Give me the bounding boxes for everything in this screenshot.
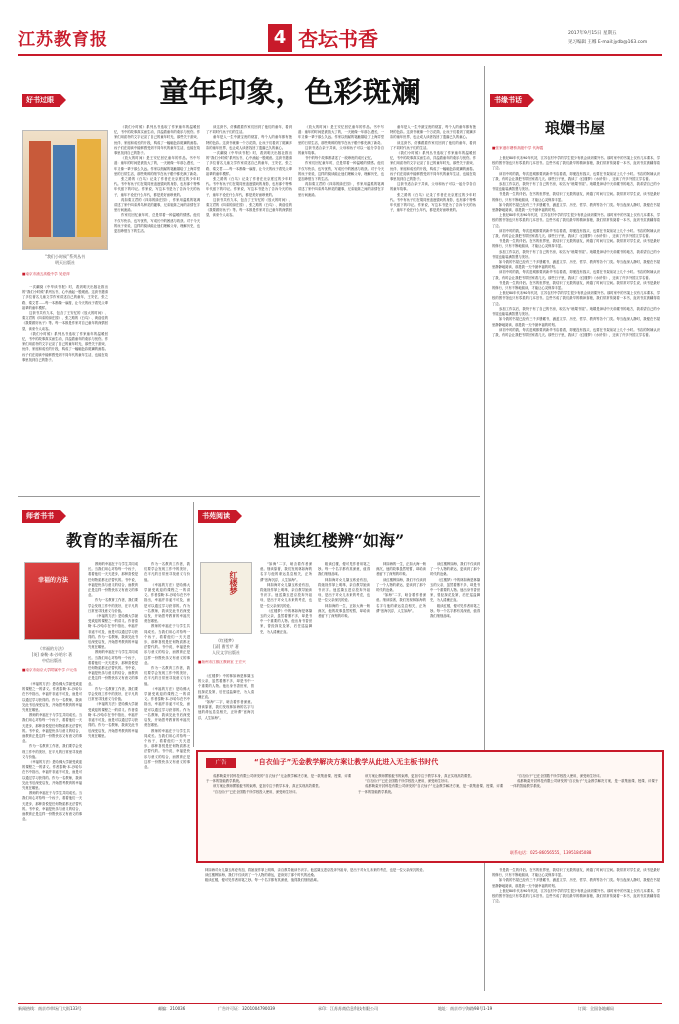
paragraph: 《放大的时间》是王安忆回忆童年的作品。书中写道：童年的时间是被放大了的，一天就像一年那么漫长，一年又像一辈子那么久远。作家以细腻的笔触描绘了上海弄堂里的日常生活，那些琐碎的细节在孩子眼中都充满了新奇。 (298, 125, 384, 145)
paragraph: 童年是人一生中最宝贵的财富，每个人的童年都有独特的色彩。这套书就像一个万花筒，让孩子们看到了斑斓多彩的童年世界，也让成人读者找回了遗落已久的童心。 (390, 125, 476, 140)
paragraph: 读初中时的我，每次进城都要到新华书店看看，即便没有钱买，也要在书架前站上几个小时。书店的阿姨认识了我，有时会让我把书带回家看几天。那些日子里，我读了《红楼梦》《水浒传》，还读了许多外国文学名著。 (492, 228, 660, 239)
paragraph: 读这套书，仿佛跟着作家们回到了他们的童年，看到了不同时代孩子们的生活。 (390, 140, 476, 150)
paragraph: 书是我一生的伴侣。在书的世界里，我结识了无数的朋友，跨越了时间与空间。我常常对学生说，读书是最好的修行，只有不断地阅读，才能让心灵保持丰盈。 (492, 280, 660, 291)
byline-top-left: ■南京市浦五高级中学 吴爱萍 (22, 272, 70, 276)
paragraph: 教师的幸福在于与学生共同成长。当我们用心对待每一个孩子，看着他们一天天进步，那种喜悦是任何物质都无法替代的。书中说，幸福是快乐与意义的结合，而教育正是这样一份既快乐又有意义的事业。 (88, 562, 138, 598)
paragraph: 作家们回忆童年时，总是带着一种温暖的情感。他们不仅写快乐，也写忧伤，写成长中的困惑与收获。对于今天的孩子来说，这样的阅读能让他们理解父母，理解历史，也更加珍惜当下的生活。 (298, 161, 384, 182)
byline-mid-left: ■南京市南京大学附属中学 卢元伟 (22, 668, 77, 672)
paragraph: 参加工作以后，我终于有了自己的书房，取名为“琅嬛书屋”。琅嬛是神话中天帝藏书的地方，我希望自己的小书屋也能装满智慧与美好。 (492, 249, 660, 259)
paragraph: 读初中时的我，每次进城都要到新华书店看看，即便没有钱买，也要在书架前站上几个小时。书店的阿姨认识了我，有时会让我把书带回家看几天。那些日子里，我读了《红楼梦》《水浒传》，还读了许多外国文学名著。 (492, 270, 660, 280)
footer (18, 1003, 662, 1013)
paragraph: 作家们回忆童年时，总是带着一种温暖的情感。他们不仅写快乐，也写忧伤，写成长中的困惑与收获。对于今天的孩子来说，这样的阅读能让他们理解父母，理解历史，也更加珍惜当下的生活。 (114, 213, 200, 234)
paragraph: 《幸福的方法》是哈佛大学最受欢迎的课程之一的讲义。作者泰勒·本-沙哈尔在书中指出，幸福并非遥不可及，而是可以通过学习获得的。作为一名教师，我读完此书后深受启发，开始思考教育的幸福究竟在哪里。 (22, 760, 82, 791)
paragraph: “如海”二字，暗含着作者深意。细读原著，我们发现林如海的名字与他的命运息息相关，正所谓“宦海沉浮，人生如海”。 (198, 700, 254, 720)
ad-column-3 (510, 774, 658, 848)
paragraph: 《放大的时间》是王安忆回忆童年的作品。书中写道：童年的时间是被放大了的，一天就像一年那么漫长，一年又像一辈子那么久远。作家以细腻的笔触描绘了上海弄堂里的日常生活，那些琐碎的细节在孩子眼中都充满了新奇。 (114, 156, 200, 176)
paragraph: 如今我的书屋已经有三千多册藏书，涵盖文学、历史、哲学、教育等各个门类。每当夜深人静时，我便在书屋里静静地阅读，那是我一天中最幸福的时刻。 (492, 202, 660, 213)
column-top-left (22, 285, 108, 490)
paragraph: 《我们小时候》系列丛书选取了作家童年的温暖回忆，书中的故事真实而生动，洋溢着童年的欢乐与忧伤。作家们用质朴的文字记录了自己的童年时光，那些关于游戏、伙伴、家庭和成长的片段，构成了一幅幅色彩斑斓的画卷。孩子们在阅读中能够感受到不同年代的童年生活，也能在故事里找到自己的影子。 (114, 125, 200, 156)
date-line: 2017年9月15日 星期五 (568, 31, 617, 36)
paragraph: 《红楼梦》中的林如海是林黛玉的父亲，虽然着墨不多，却是书中一个重要的人物。他出身书香世家，曾经探花及第，后任巡盐御史，为人清廉正直。 (260, 608, 312, 634)
headline-mid-center: 粗读红楼辨“如海” (273, 531, 405, 550)
headline-right: 琅嬛书屋 (544, 119, 605, 137)
paragraph: 再如秦文君的《四弟的绿庄园》，作家用温柔的笔调讲述了家中四弟养鸟种花的趣事，兄弟姐妹之间的亲情在字里行间流淌。 (298, 182, 384, 197)
paragraph: 林如海对女儿黛玉疼爱有加，将她视作掌上明珠，亲自教导她读书识字。他送黛玉进京投奔外祖母，是出于对女儿未来的考虑，也是一位父亲深沉的爱。 (260, 582, 312, 608)
paragraph: 该方案让教师摆脱板书的束缚，更加专注于教学本身，真正实现高效课堂。 (213, 784, 322, 789)
book-series-photo (22, 130, 108, 250)
section-label-teacher-reading: 师者书书 (22, 510, 60, 523)
paragraph: 林如海的一生，正如大海一般深沉，他的故事虽然短暂，却给读者留下了深刻的印象。 (318, 603, 370, 619)
column-mid-center-3 (318, 562, 370, 746)
paragraph: 《幸福的方法》是哈佛大学最受欢迎的课程之一的讲义。作者泰勒·本-沙哈尔在书中指出，幸福并非遥不可及，而是可以通过学习获得的。作为一名教师，我读完此书后深受启发，开始思考教育的幸福究竟在哪里。 (22, 682, 82, 713)
paragraph: “自衣仙子”已在全国数千所学校投入使用，深受师生好评。 (517, 774, 603, 778)
photo-caption-top-left: “我们小时候”系列丛书 明天出版社 (44, 254, 86, 265)
paragraph: 上世纪80年代末90年代初，江苏农村中学的学生很少有机会读到课外书。那时家中的书架上仅有几本课本，学校的图书馆也只有零星的几本旧书。这些书成了我们最早的精神食粮，我们常常传阅着一本书，直到书页被翻得卷了边。 (492, 156, 660, 171)
paragraph: 书是我一生的伴侣。在书的世界里，我结识了无数的朋友，跨越了时间与空间。我常常对学生说，读书是最好的修行，只有不断地阅读，才能让心灵保持丰盈。 (492, 239, 660, 249)
paragraph: 参加工作以后，我终于有了自己的书房，取名为“琅嬛书屋”。琅嬛是神话中天帝藏书的地方，我希望自己的小书屋也能装满智慧与美好。 (492, 182, 660, 192)
paragraph: 一次翻阅《中华读书报》时，看到明天出版社推出的“我们小时候”系列丛书，心中涌起一股暖意。这套书邀请了多位著名儿童文学作家讲述自己的童年，王安忆、张之路、秦文君……每一本都像一扇窗，让今天的孩子看见父辈祖辈的童年模样。 (206, 151, 292, 176)
paragraph: 如今我的书屋已经有三千多册藏书，涵盖文学、历史、哲学、教育等各个门类。每当夜深人静时，我便在书屋里静静地阅读，那是我一天中最幸福的时刻。 (492, 878, 660, 888)
column-top-4 (298, 125, 384, 490)
paragraph: 成都勒索开封科技有限公司研发的“自衣仙子”无金教学解决方案，是一款集备课、授课、评课于一体的智能教学系统。 (358, 784, 503, 794)
footer-zip: 邮编：210036 (158, 1006, 186, 1011)
paragraph: 如今我的书屋已经有三千多册藏书，涵盖文学、历史、哲学、教育等各个门类。每当夜深人静时，我便在书屋里静静地阅读，那是我一天中最幸福的时刻。 (492, 317, 660, 327)
paragraph: 张之路的《白鸟》记录了作者在北京度过的少年时代。书中有孩子们在胡同里追逐嬉戏的身影，也有那个特殊年代留下的印记。作家说，写这本书是为了告诉今天的孩子，童年不论在什么年代，都是美好而珍贵的。 (114, 177, 200, 197)
paragraph: 读红楼辨如海，我们不仅读到了一个人物的命运，更读到了那个时代的沧桑。 (376, 577, 426, 593)
paragraph: “如海”二字，暗含着作者深意。细读原著，我们发现林如海的名字与他的命运息息相关，正所谓“宦海沉浮，人生如海”。 (376, 593, 426, 613)
paragraph: 粗读红楼，便可见作者用笔之妙。每一个名字都有其深意，值得我们细细品味。 (318, 562, 370, 577)
ad-column-1 (206, 774, 351, 860)
paragraph: 这套书共有九本，包含了王安忆的《放大的时间》、秦文君的《四弟的绿庄园》、张之路的《白鸟》、黄蓓佳的《我要做好孩子》等。每一本都是作家对自己童年的深情回望，读来令人动容。 (22, 311, 108, 331)
book-spine-2 (53, 145, 75, 237)
footer-price: 订阅：全国各地邮局 (578, 1006, 614, 1011)
paragraph: 上世纪80年代末90年代初，江苏农村中学的学生很少有机会读到课外书。那时家中的书架上仅有几本课本，学校的图书馆也只有零星的几本旧书。这些书成了我们最早的精神食粮，我们常常传阅着一本书，直到书页被翻得卷了边。 (492, 213, 660, 228)
paragraph: 《红楼梦》中的林如海是林黛玉的父亲，虽然着墨不多，却是书中一个重要的人物。他出身书香世家，曾经探花及第，后任巡盐御史，为人清廉正直。 (430, 577, 480, 603)
book-cover-title: 红楼梦 (229, 571, 239, 595)
paragraph: 书中的每个故事都讲述了一段珍贵的成长记忆。 (305, 156, 375, 161)
column-mid-left-3 (144, 562, 190, 992)
paragraph: “自衣仙子”已在全国数千所学校投入使用，深受师生好评。 (365, 779, 451, 784)
paragraph: 这套书适合亲子共读，父母和孩子可以一起分享各自的童年故事。 (390, 182, 476, 192)
paragraph: 书是我一生的伴侣。在书的世界里，我结识了无数的朋友，跨越了时间与空间。我常常对学生说，读书是最好的修行，只有不断地阅读，才能让心灵保持丰盈。 (492, 192, 660, 202)
paragraph: 读初中时的我，每次进城都要到新华书店看看，即便没有钱买，也要在书架前站上几个小时。书店的阿姨认识了我，有时会让我把书带回家看几天。那些日子里，我读了《红楼梦》《水浒传》，还读了许多外国文学名著。 (492, 327, 660, 337)
paragraph: 作为一名教育工作者，我们要学会发现工作中的美好，在平凡的日常里寻找意义与价值。 (88, 686, 138, 702)
paragraph: 再如秦文君的《四弟的绿庄园》，作家用温柔的笔调讲述了家中四弟养鸟种花的趣事，兄弟姐妹之间的亲情在字里行间流淌。 (114, 197, 200, 213)
section-label-book-talk: 书缘书话 (490, 94, 528, 107)
paragraph: 教师的幸福在于与学生共同成长。当我们用心对待每一个孩子，看着他们一天天进步，那种喜悦是任何物质都无法替代的。书中说，幸福是快乐与意义的结合，而教育正是这样一份既快乐又有意义的事业。 (144, 728, 190, 769)
paragraph: 读红楼辨如海，我们不仅读到了一个人物的命运，更读到了那个时代的沧桑。 (205, 873, 318, 878)
masthead-rule (18, 54, 662, 56)
paragraph: 读这套书，仿佛跟着作家们回到了他们的童年，看到了不同时代孩子们的生活。 (206, 125, 292, 135)
headline-mid-left: 教育的幸福所在 (65, 531, 178, 550)
paragraph: 上世纪80年代末90年代初，江苏农村中学的学生很少有机会读到课外书。那时家中的书架上仅有几本课本，学校的图书馆也只有零星的几本旧书。这些书成了我们最早的精神食粮，我们常常传阅着一本书，直到书页被翻得卷了边。 (492, 291, 660, 306)
paragraph: 教师的幸福在于与学生共同成长。当我们用心对待每一个孩子，看着他们一天天进步，那种喜悦是任何物质都无法替代的。书中说，幸福是快乐与意义的结合，而教育正是这样一份既快乐又有意义的事业。 (88, 650, 138, 686)
photo-caption-mid-center: 《红楼梦》 [清] 曹雪芹 著 人民文学出版社 (212, 638, 240, 655)
paragraph: 如今我的书屋已经有三千多册藏书，涵盖文学、历史、哲学、教育等各个门类。每当夜深人静时，我便在书屋里静静地阅读，那是我一天中最幸福的时刻。 (492, 260, 660, 270)
paragraph: 粗读红楼，便可见作者用笔之妙。每一个名字都有其深意，值得我们细细品味。 (205, 878, 321, 883)
paragraph: 童年是人一生中最宝贵的财富，每个人的童年都有独特的色彩。这套书就像一个万花筒，让孩子们看到了斑斓多彩的童年世界，也让成人读者找回了遗落已久的童心。 (206, 135, 292, 150)
paragraph: 林如海对女儿黛玉疼爱有加，将她视作掌上明珠，亲自教导她读书识字。他送黛玉进京投奔外祖母，是出于对女儿未来的考虑，也是一位父亲深沉的爱。 (318, 577, 370, 603)
book-cover-title: 幸福的方法 (37, 577, 68, 584)
column-mid-left-2 (88, 562, 138, 992)
paragraph: 一次翻阅《中华读书报》时，看到明天出版社推出的“我们小时候”系列丛书，心中涌起一股暖意。这套书邀请了多位著名儿童文学作家讲述自己的童年，王安忆、张之路、秦文君……每一本都像一扇窗，让今天的孩子看见父辈祖辈的童年模样。 (22, 285, 108, 310)
advertisement-box (196, 750, 664, 863)
footer-editorial: 新闻热线：南京市草场门大街133号 (18, 1006, 82, 1011)
book-cover-happiness (24, 562, 80, 640)
paragraph: 作为一名教育工作者，我们要学会发现工作中的美好，在平凡的日常里寻找意义与价值。 (22, 744, 82, 759)
column-mid-center-5 (430, 562, 480, 746)
paragraph: 该方案让教师摆脱板书的束缚，更加专注于教学本身，真正实现高效课堂。 (365, 774, 474, 778)
paragraph: 成都勒索开封科技有限公司研发的“自衣仙子”无金教学解决方案，是一款集备课、授课、评课于一体的智能教学系统。 (206, 774, 351, 784)
paragraph: 《我们小时候》系列丛书选取了作家童年的温暖回忆，书中的故事真实而生动，洋溢着童年的欢乐与忧伤。作家们用质朴的文字记录了自己的童年时光，那些关于游戏、伙伴、家庭和成长的片段，构成了一幅幅色彩斑斓的画卷。孩子们在阅读中能够感受到不同年代的童年生活，也能在故事里找到自己的影子。 (390, 151, 476, 182)
section-label-garden-reading: 书苑阅读 (198, 510, 236, 523)
book-spine-1 (29, 141, 51, 237)
paragraph: 《我们小时候》系列丛书选取了作家童年的温暖回忆，书中的故事真实而生动，洋溢着童年的欢乐与忧伤。作家们用质朴的文字记录了自己的童年时光，那些关于游戏、伙伴、家庭和成长的片段，构成了一幅幅色彩斑斓的画卷。孩子们在阅读中能够感受到不同年代的童年生活，也能在故事里找到自己的影子。 (22, 331, 108, 362)
ad-column-2 (358, 774, 503, 860)
column-mid-center-bottom (198, 868, 480, 998)
paper-logo: 江苏教育报 (18, 30, 108, 50)
column-top-3 (206, 125, 292, 490)
paragraph: 《红楼梦》中的林如海是林黛玉的父亲，虽然着墨不多，却是书中一个重要的人物。他出身书香世家，曾经探花及第，后任巡盐御史，为人清廉正直。 (198, 674, 254, 699)
paragraph: 这套书共有九本，包含了王安忆的《放大的时间》、秦文君的《四弟的绿庄园》、张之路的《白鸟》、黄蓓佳的《我要做好孩子》等。每一本都是作家对自己童年的深情回望，读来令人动容。 (206, 197, 292, 218)
editor-line: 见习编辑 王娜 E-mail:jydb@163.com (568, 40, 648, 45)
paragraph: 粗读红楼，便可见作者用笔之妙。每一个名字都有其深意，值得我们细细品味。 (430, 603, 480, 619)
paragraph: 教师的幸福在于与学生共同成长。当我们用心对待每一个孩子，看着他们一天天进步，那种喜悦是任何物质都无法替代的。书中说，幸福是快乐与意义的结合，而教育正是这样一份既快乐又有意义的事业。 (144, 624, 190, 665)
paragraph: 书是我一生的伴侣。在书的世界里，我结识了无数的朋友，跨越了时间与空间。我常常对学生说，读书是最好的修行，只有不断地阅读，才能让心灵保持丰盈。 (492, 868, 660, 878)
masthead (0, 0, 679, 58)
paragraph: 作为一名教育工作者，我们要学会发现工作中的美好，在平凡的日常里寻找意义与价值。 (144, 562, 190, 582)
page-number: 4 (268, 24, 292, 52)
headline-main: 童年印象，色彩斑斓 (159, 75, 421, 109)
book-spine-3 (77, 139, 101, 237)
section-divider (18, 496, 480, 497)
paragraph: 张之路的《白鸟》记录了作者在北京度过的少年时代。书中有孩子们在胡同里追逐嬉戏的身影，也有那个特殊年代留下的印记。作家说，写这本书是为了告诉今天的孩子，童年不论在什么年代，都是美好而珍贵的。 (206, 177, 292, 197)
paragraph: 读红楼辨如海，我们不仅读到了一个人物的命运，更读到了那个时代的沧桑。 (430, 562, 480, 577)
column-mid-left-1 (22, 682, 82, 992)
paragraph: 林如海对女儿黛玉疼爱有加，将她视作掌上明珠，亲自教导她读书识字。他送黛玉进京投奔外祖母，是出于对女儿未来的考虑，也是一位父亲深沉的爱。 (205, 868, 426, 872)
section-name: 杏坛书香 (298, 27, 378, 51)
footer-address: 地址：南京市宁海路98号1-19 (438, 1006, 493, 1011)
paragraph: 这套书适合亲子共读，父母和孩子可以一起分享各自的童年故事。 (298, 145, 384, 156)
ad-title: “自衣仙子”无金教学解决方案让教学从此进入无主板书时代 (254, 758, 439, 766)
paragraph: 教师的幸福在于与学生共同成长。当我们用心对待每一个孩子，看着他们一天天进步，那种喜悦是任何物质都无法替代的。书中说，幸福是快乐与意义的结合，而教育正是这样一份既快乐又有意义的事业。 (22, 713, 82, 744)
paragraph: 作为一名教育工作者，我们要学会发现工作中的美好，在平凡的日常里寻找意义与价值。 (144, 666, 190, 686)
paragraph: 张之路的《白鸟》记录了作者在北京度过的少年时代。书中有孩子们在胡同里追逐嬉戏的身影，也有那个特殊年代留下的印记。作家说，写这本书是为了告诉今天的孩子，童年不论在什么年代，都是美好而珍贵的。 (390, 192, 476, 213)
paragraph: 成都勒索开封科技有限公司研发的“自衣仙子”无金教学解决方案，是一款集备课、授课、评课于一体的智能教学系统。 (510, 779, 658, 789)
column-right (492, 156, 660, 738)
column-top-5 (390, 125, 476, 490)
byline-mid-center: ■扬州市江都区教研室 王宏兴 (198, 660, 246, 664)
column-mid-center-1 (198, 674, 254, 746)
footer-ad-license: 广告许可证：3201004790039 (218, 1006, 276, 1011)
column-top-2 (114, 125, 200, 490)
photo-caption-mid-left: 《幸福的方法》 [英] 泰勒·本-沙哈尔 著 中信出版社 (31, 646, 73, 663)
book-cover-red-chamber (200, 562, 252, 634)
paragraph: “自衣仙子”已在全国数千所学校投入使用，深受师生好评。 (213, 789, 299, 794)
paragraph: 《幸福的方法》是哈佛大学最受欢迎的课程之一的讲义。作者泰勒·本-沙哈尔在书中指出，幸福并非遥不可及，而是可以通过学习获得的。作为一名教师，我读完此书后深受启发，开始思考教育的幸福究竟在哪里。 (88, 614, 138, 650)
paragraph: “如海”二字，暗含着作者深意。细读原著，我们发现林如海的名字与他的命运息息相关，正所谓“宦海沉浮，人生如海”。 (260, 562, 312, 582)
paragraph: 林如海的一生，正如大海一般深沉，他的故事虽然短暂，却给读者留下了深刻的印象。 (376, 562, 426, 577)
paragraph: 《幸福的方法》是哈佛大学最受欢迎的课程之一的讲义。作者泰勒·本-沙哈尔在书中指出，幸福并非遥不可及，而是可以通过学习获得的。作为一名教师，我读完此书后深受启发，开始思考教育的幸福究竟在哪里。 (144, 686, 190, 728)
ad-tag: 广告 (206, 758, 236, 768)
paragraph: 作为一名教育工作者，我们要学会发现工作中的美好，在平凡的日常里寻找意义与价值。 (88, 598, 138, 613)
column-divider-mid (193, 502, 194, 747)
paragraph: 《幸福的方法》是哈佛大学最受欢迎的课程之一的讲义。作者泰勒·本-沙哈尔在书中指出，幸福并非遥不可及，而是可以通过学习获得的。作为一名教师，我读完此书后深受启发，开始思考教育的幸福究竟在哪里。 (88, 702, 138, 738)
paragraph: 读初中时的我，每次进城都要到新华书店看看，即便没有钱买，也要在书架前站上几个小时。书店的阿姨认识了我，有时会让我把书带回家看几天。那些日子里，我读了《红楼梦》《水浒传》，还读了许多外国文学名著。 (492, 171, 660, 181)
section-label-book-review: 好书过眼 (22, 94, 60, 107)
column-right-continued (492, 868, 660, 998)
ad-contact: 联系电话：025-86056555，13951845088 (510, 850, 592, 855)
paragraph: 上世纪80年代末90年代初，江苏农村中学的学生很少有机会读到课外书。那时家中的书架上仅有几本课本，学校的图书馆也只有零星的几本旧书。这些书成了我们最早的精神食粮，我们常常传阅着一本书，直到书页被翻得卷了边。 (492, 888, 660, 904)
byline-right: ■张家港市塘桥高级中学 代海霞 (492, 146, 544, 150)
paragraph: 教师的幸福在于与学生共同成长。当我们用心对待每一个孩子，看着他们一天天进步，那种喜悦是任何物质都无法替代的。书中说，幸福是快乐与意义的结合，而教育正是这样一份既快乐又有意义的事业。 (22, 791, 82, 822)
paragraph: 参加工作以后，我终于有了自己的书房，取名为“琅嬛书屋”。琅嬛是神话中天帝藏书的地方，我希望自己的小书屋也能装满智慧与美好。 (492, 306, 660, 317)
column-mid-center-4 (376, 562, 426, 746)
column-mid-center-2 (260, 562, 312, 746)
footer-printer: 承印：江苏苏商信息科技有限公司 (318, 1006, 378, 1011)
paragraph: 《幸福的方法》是哈佛大学最受欢迎的课程之一的讲义。作者泰勒·本-沙哈尔在书中指出，幸福并非遥不可及，而是可以通过学习获得的。作为一名教师，我读完此书后深受启发，开始思考教育的幸福究竟在哪里。 (144, 582, 190, 624)
